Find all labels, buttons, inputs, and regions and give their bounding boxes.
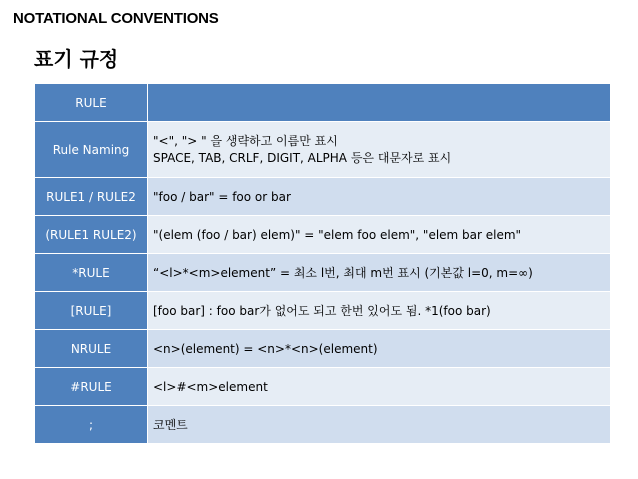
table-header-row [35, 84, 611, 122]
description-cell: 코멘트 [148, 406, 611, 444]
description-line: SPACE, TAB, CRLF, DIGIT, ALPHA 등은 대문자로 표시 [153, 150, 452, 165]
rule-cell: *RULE [35, 254, 148, 292]
page-subtitle: 표기 규정 [34, 47, 119, 71]
table-row [35, 406, 611, 444]
rule-cell: ; [35, 406, 148, 444]
rule-cell: Rule Naming [35, 122, 148, 178]
table-row [35, 330, 611, 368]
header-description [148, 84, 611, 122]
rule-cell: RULE1 / RULE2 [35, 178, 148, 216]
table-row [35, 254, 611, 292]
rule-cell: (RULE1 RULE2) [35, 216, 148, 254]
description-cell: <l>#<m>element [148, 368, 611, 406]
table-row [35, 292, 611, 330]
rules-table [34, 83, 611, 444]
table-row [35, 122, 611, 178]
page-heading: NOTATIONAL CONVENTIONS [13, 10, 219, 27]
table-row [35, 368, 611, 406]
description-cell: “<l>*<m>element” = 최소 l번, 최대 m번 표시 (기본값 l=0, m=∞) [148, 254, 611, 292]
description-cell: [foo bar] : foo bar가 없어도 되고 한번 있어도 됨. *1(foo bar) [148, 292, 611, 330]
description-line: "<", "> " 을 생략하고 이름만 표시 [153, 133, 338, 148]
table-row [35, 178, 611, 216]
header-rule: RULE [35, 84, 148, 122]
rule-cell: [RULE] [35, 292, 148, 330]
table-row [35, 216, 611, 254]
rule-cell: NRULE [35, 330, 148, 368]
description-cell: "(elem (foo / bar) elem)" = "elem foo elem", "elem bar elem" [148, 216, 611, 254]
description-cell: "foo / bar" = foo or bar [148, 178, 611, 216]
description-cell: <n>(element) = <n>*<n>(element) [148, 330, 611, 368]
description-cell [148, 122, 611, 178]
rule-cell: #RULE [35, 368, 148, 406]
